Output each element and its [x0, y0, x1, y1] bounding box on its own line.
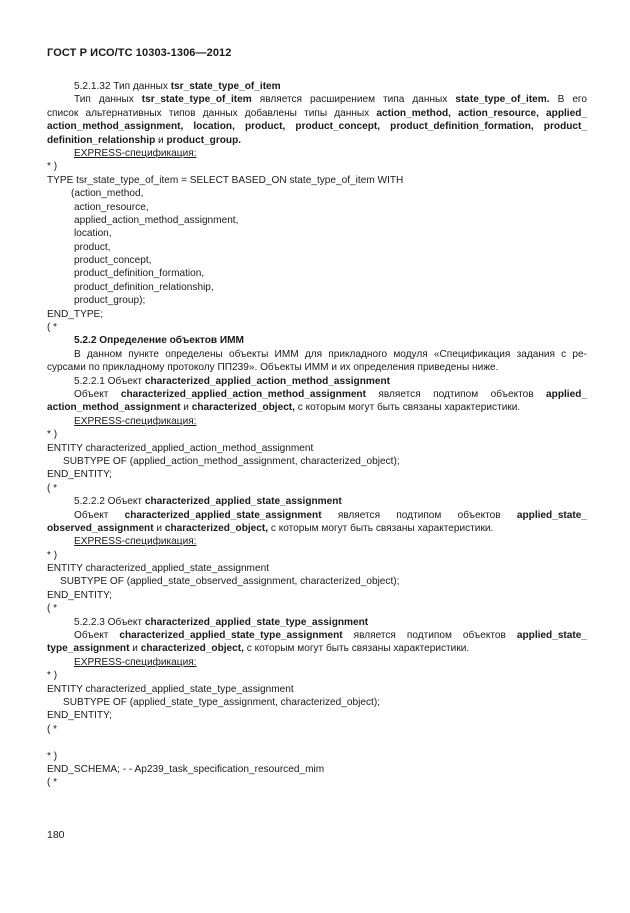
paragraph-line: Объект characterized_applied_action_method_assignment является подтипом объектов applied_ [74, 388, 587, 400]
code-line: SUBTYPE OF (applied_action_method_assignment, characterized_object); [63, 455, 400, 467]
code-line: * ) [47, 161, 58, 173]
code-line: product_definition_formation, [74, 268, 205, 280]
paragraph-line: Объект characterized_applied_state_type_assignment является подтипом объектов applied_state_ [74, 630, 587, 642]
code-line: location, [74, 228, 112, 240]
code-line: END_ENTITY; [47, 469, 112, 481]
code-line: * ) [47, 670, 58, 682]
paragraph-line: observed_assignment и characterized_object, с которым могут быть связаны характеристики. [47, 522, 494, 534]
code-line: END_ENTITY; [47, 710, 112, 722]
code-line: applied_action_method_assignment, [74, 214, 239, 226]
code-line: SUBTYPE OF (applied_state_observed_assignment, characterized_object); [60, 576, 400, 588]
page-number: 180 [47, 829, 65, 841]
code-line: ( * [47, 723, 58, 735]
express-label: EXPRESS-спецификация: [74, 656, 197, 668]
section-title-5-2-2-3: 5.2.2.3 Объект characterized_applied_state_type_assignment [74, 616, 369, 628]
section-title-5-2-2: 5.2.2 Определение объектов ИММ [74, 335, 244, 347]
code-line: END_TYPE; [47, 308, 104, 320]
section-title-5-2-2-2: 5.2.2.2 Объект characterized_applied_state_assignment [74, 496, 342, 508]
blank-line [47, 736, 587, 749]
code-line: ENTITY characterized_applied_state_assignment [47, 563, 269, 575]
express-label: EXPRESS-спецификация: [74, 147, 197, 159]
paragraph-line: сурсами по прикладному протоколу ПП239». Объекты ИММ и их определения приведены ниже. [47, 362, 499, 374]
section-title-5-2-2-1: 5.2.2.1 Объект characterized_applied_action_method_assignment [74, 375, 390, 387]
document-header: ГОСТ Р ИСО/ТС 10303-1306—2012 [47, 47, 232, 59]
code-line: product_concept, [74, 255, 152, 267]
code-line: ( * [47, 482, 58, 494]
code-line: ( * [47, 777, 58, 789]
code-line: product_definition_relationship, [74, 281, 214, 293]
code-line: ( * [47, 603, 58, 615]
code-line: * ) [47, 429, 58, 441]
code-line: product, [74, 241, 111, 253]
code-line: ( * [47, 322, 58, 334]
code-line: (action_method, [71, 188, 144, 200]
section-title-5-2-1-32: 5.2.1.32 Тип данных tsr_state_type_of_item [74, 81, 281, 92]
paragraph-line: Объект characterized_applied_state_assignment является подтипом объектов applied_state_ [74, 509, 587, 521]
document-page [47, 0, 587, 913]
express-label: EXPRESS-спецификация: [74, 415, 197, 427]
document-body [47, 80, 587, 790]
express-label: EXPRESS-спецификация: [74, 536, 197, 548]
code-line: END_SCHEMA; - - Ap239_task_specification_resourced_mim [47, 763, 325, 775]
code-line: * ) [47, 549, 58, 561]
code-line: TYPE tsr_state_type_of_item = SELECT BASED_ON state_type_of_item WITH [47, 174, 404, 186]
paragraph-line: список альтернативных типов данных добавлены типы данных action_method, action_resource, applied_ [47, 107, 587, 119]
code-line: SUBTYPE OF (applied_state_type_assignment, characterized_object); [63, 696, 380, 708]
code-line: * ) [47, 750, 58, 762]
code-line: action_resource, [74, 201, 149, 213]
paragraph-line: В данном пункте определены объекты ИММ для прикладного модуля «Спецификация задания с ре- [74, 348, 587, 360]
paragraph-line: action_method_assignment, location, product, product_concept, product_definition_formation, product_ [47, 121, 587, 133]
paragraph-line: type_assignment и characterized_object, с которым могут быть связаны характеристики. [47, 643, 470, 655]
paragraph-line: Тип данных tsr_state_type_of_item является расширением типа данных state_type_of_item. В его [74, 94, 588, 106]
paragraph-line: action_method_assignment и characterized_object, с которым могут быть связаны характеристики. [47, 402, 521, 414]
paragraph-line: definition_relationship и product_group. [47, 134, 242, 146]
code-line: ENTITY characterized_applied_action_method_assignment [47, 442, 314, 454]
code-line: END_ENTITY; [47, 589, 112, 601]
code-line: product_group); [74, 295, 146, 307]
code-line: ENTITY characterized_applied_state_type_assignment [47, 683, 294, 695]
